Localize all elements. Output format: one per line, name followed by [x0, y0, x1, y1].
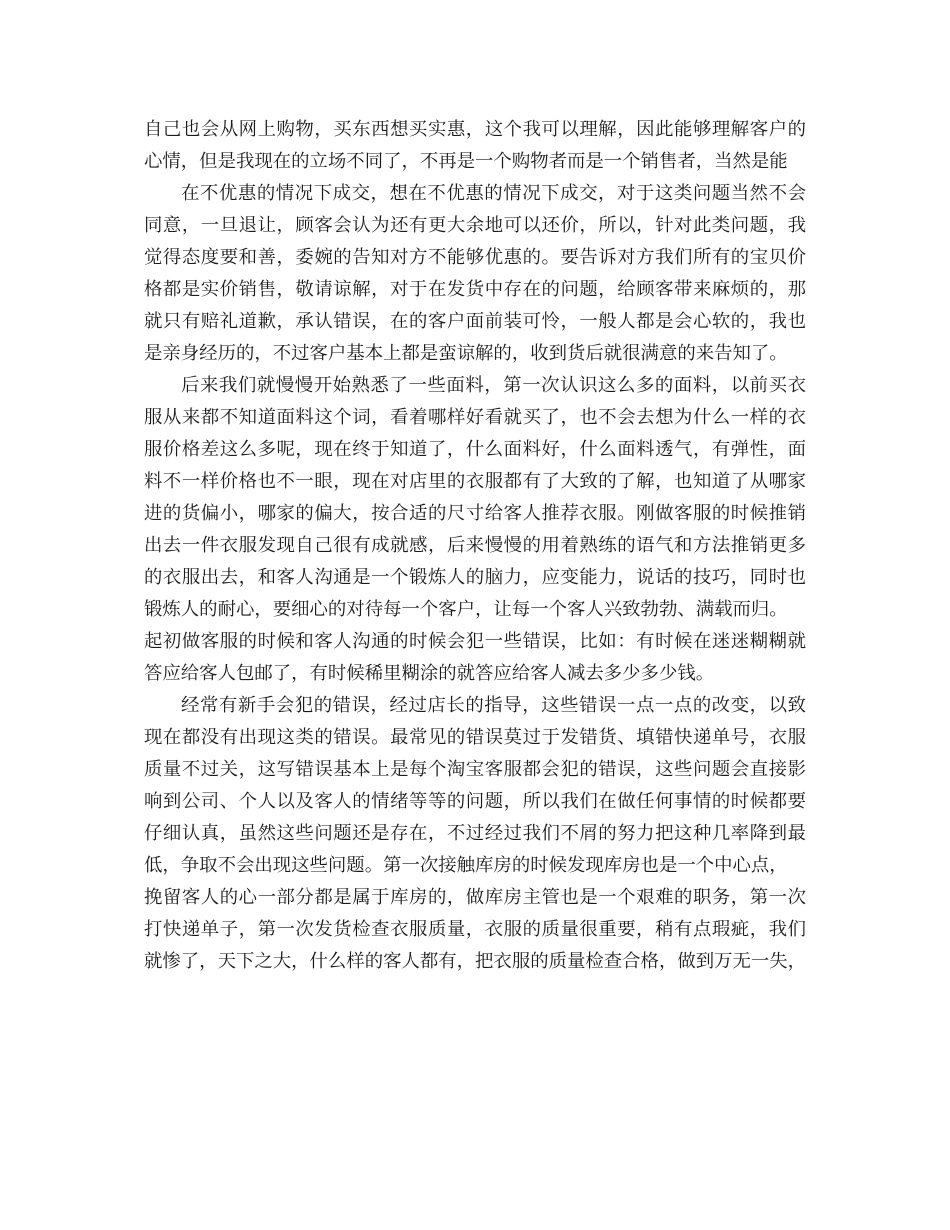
paragraph-first-line: 在不优惠的情况下成交，想在不优惠的情况下成交，对于这类问题当然不会	[181, 183, 806, 204]
text-line: 答应给客人包邮了，有时候稀里糊涂的就答应给客人减去多少多少钱。	[144, 663, 715, 684]
text-line: 挽留客人的心一部分都是属于库房的，做库房主管也是一个艰难的职务，第一次	[144, 887, 806, 908]
text-line: 就惨了，天下之大，什么样的客人都有，把衣服的质量检查合格，做到万无一失，	[144, 951, 806, 972]
text-line: 出去一件衣服发现自己很有成就感，后来慢慢的用着熟练的语气和方法推销更多	[144, 535, 806, 556]
text-line: 服从来都不知道面料这个词，看着哪样好看就买了，也不会去想为什么一样的衣	[144, 407, 806, 428]
text-line: 打快递单子，第一次发货检查衣服质量，衣服的质量很重要，稍有点瑕疵，我们	[144, 919, 806, 940]
text-line: 自己也会从网上购物，买东西想买实惠，这个我可以理解，因此能够理解客户的	[144, 119, 806, 140]
text-line: 料不一样价格也不一眼，现在对店里的衣服都有了大致的了解，也知道了从哪家	[144, 471, 806, 492]
text-line: 同意，一旦退让，顾客会认为还有更大余地可以还价，所以，针对此类问题，我	[144, 215, 806, 236]
text-line: 觉得态度要和善，委婉的告知对方不能够优惠的。要告诉对方我们所有的宝贝价	[144, 247, 806, 268]
text-line: 仔细认真，虽然这些问题还是存在，不过经过我们不屑的努力把这种几率降到最	[144, 823, 806, 844]
text-line: 现在都没有出现这类的错误。最常见的错误莫过于发错货、填错快递单号，衣服	[144, 727, 806, 748]
text-line: 格都是实价销售，敬请谅解，对于在发货中存在的问题，给顾客带来麻烦的，那	[144, 279, 806, 300]
text-line: 起初做客服的时候和客人沟通的时候会犯一些错误，比如：有时候在迷迷糊糊就	[144, 631, 806, 652]
paragraph-first-line: 后来我们就慢慢开始熟悉了一些面料，第一次认识这么多的面料，以前买衣	[181, 375, 806, 396]
text-line: 锻炼人的耐心，要细心的对待每一个客户，让每一个客人兴致勃勃、满载而归。	[144, 599, 788, 620]
text-line: 心情，但是我现在的立场不同了，不再是一个购物者而是一个销售者，当然是能	[144, 151, 788, 172]
text-line: 质量不过关，这写错误基本上是每个淘宝客服都会犯的错误，这些问题会直接影	[144, 759, 806, 780]
text-line: 进的货偏小，哪家的偏大，按合适的尺寸给客人推荐衣服。刚做客服的时候推销	[144, 503, 806, 524]
text-line: 就只有赔礼道歉，承认错误，在的客户面前装可怜，一般人都是会心软的，我也	[144, 311, 806, 332]
paragraph-first-line: 经常有新手会犯的错误，经过店长的指导，这些错误一点一点的改变，以致	[181, 695, 806, 716]
text-line: 服价格差这么多呢，现在终于知道了，什么面料好，什么面料透气，有弹性，面	[144, 439, 806, 460]
text-line: 的衣服出去，和客人沟通是一个锻炼人的脑力，应变能力，说话的技巧，同时也	[144, 567, 806, 588]
document-body	[144, 114, 806, 978]
text-line: 是亲身经历的，不过客户基本上都是蛮谅解的，收到货后就很满意的来告知了。	[144, 343, 788, 364]
text-line: 响到公司、个人以及客人的情绪等等的问题，所以我们在做任何事情的时候都要	[144, 791, 806, 812]
text-line: 低，争取不会出现这些问题。第一次接触库房的时候发现库房也是一个中心点，	[144, 855, 788, 876]
